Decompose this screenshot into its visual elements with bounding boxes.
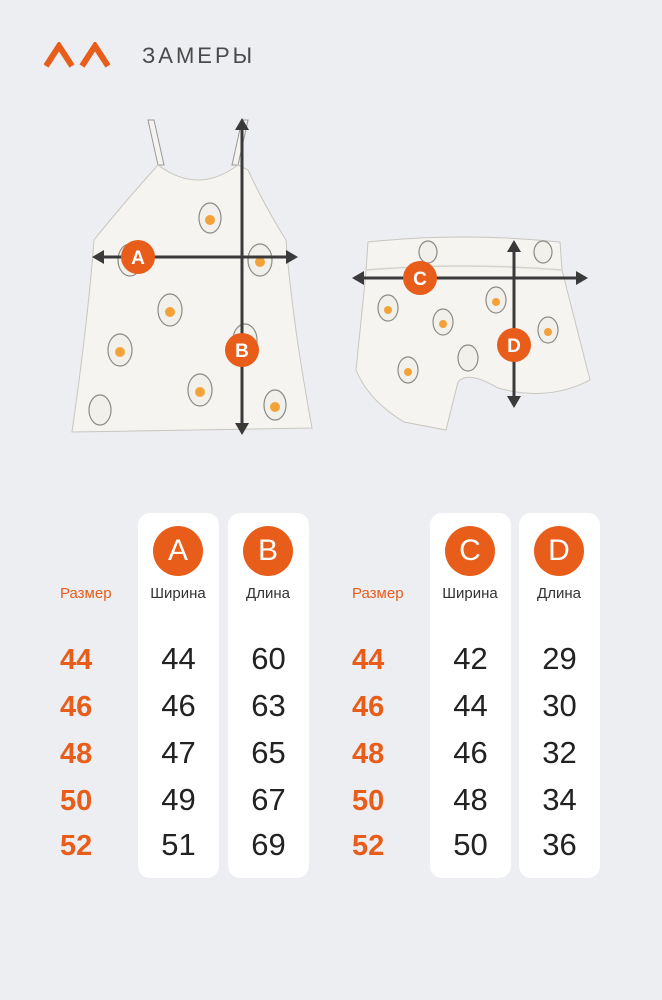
column-value: 32: [542, 735, 577, 770]
shorts-illustration: [356, 237, 590, 430]
column-value: 36: [542, 827, 577, 862]
size-value: 44: [352, 644, 385, 676]
measure-column-b: [228, 513, 309, 878]
column-header: Ширина: [150, 585, 206, 602]
column-value: 48: [453, 782, 488, 817]
column-value: 69: [251, 827, 286, 862]
size-value: 46: [352, 691, 385, 723]
measure-column-c: [430, 513, 511, 878]
column-badge: B: [243, 526, 293, 576]
size-value: 52: [60, 830, 93, 862]
column-value: 65: [251, 735, 286, 770]
size-header: Размер: [352, 585, 404, 602]
column-value: 29: [542, 641, 577, 676]
column-value: 44: [161, 641, 196, 676]
svg-text:B: B: [235, 341, 249, 362]
column-value: 63: [251, 688, 286, 723]
size-value: 44: [60, 644, 93, 676]
column-value: 30: [542, 688, 577, 723]
column-header: Длина: [246, 585, 290, 602]
camisole-illustration: [72, 120, 312, 432]
size-value: 48: [352, 738, 385, 770]
measure-label-d: [497, 328, 531, 362]
column-value: 42: [453, 641, 488, 676]
svg-text:A: A: [131, 248, 145, 269]
column-badge: D: [534, 526, 584, 576]
column-value: 47: [161, 735, 196, 770]
column-header: Ширина: [442, 585, 498, 602]
column-value: 46: [161, 688, 196, 723]
size-header: Размер: [60, 585, 112, 602]
column-header: Длина: [537, 585, 581, 602]
svg-text:C: C: [413, 269, 427, 290]
column-badge: A: [153, 526, 203, 576]
shorts-garment-diagram: [348, 230, 598, 435]
size-value: 50: [60, 785, 93, 817]
column-value: 49: [161, 782, 196, 817]
size-value: 52: [352, 830, 385, 862]
measure-label-b: [225, 333, 259, 367]
page-title: ЗАМЕРЫ: [142, 43, 256, 68]
column-value: 50: [453, 827, 488, 862]
size-value: 46: [60, 691, 93, 723]
size-value: 48: [60, 738, 93, 770]
column-value: 44: [453, 688, 488, 723]
column-value: 60: [251, 641, 286, 676]
column-value: 51: [161, 827, 196, 862]
measure-label-c: [403, 261, 437, 295]
measure-label-a: [121, 240, 155, 274]
svg-text:D: D: [507, 336, 521, 357]
size-value: 50: [352, 785, 385, 817]
column-value: 34: [542, 782, 577, 817]
double-chevron-logo-icon: [44, 42, 112, 68]
column-value: 46: [453, 735, 488, 770]
measure-column-a: [138, 513, 219, 878]
top-garment-diagram: [60, 110, 320, 445]
column-badge: C: [445, 526, 495, 576]
column-value: 67: [251, 782, 286, 817]
measure-column-d: [519, 513, 600, 878]
